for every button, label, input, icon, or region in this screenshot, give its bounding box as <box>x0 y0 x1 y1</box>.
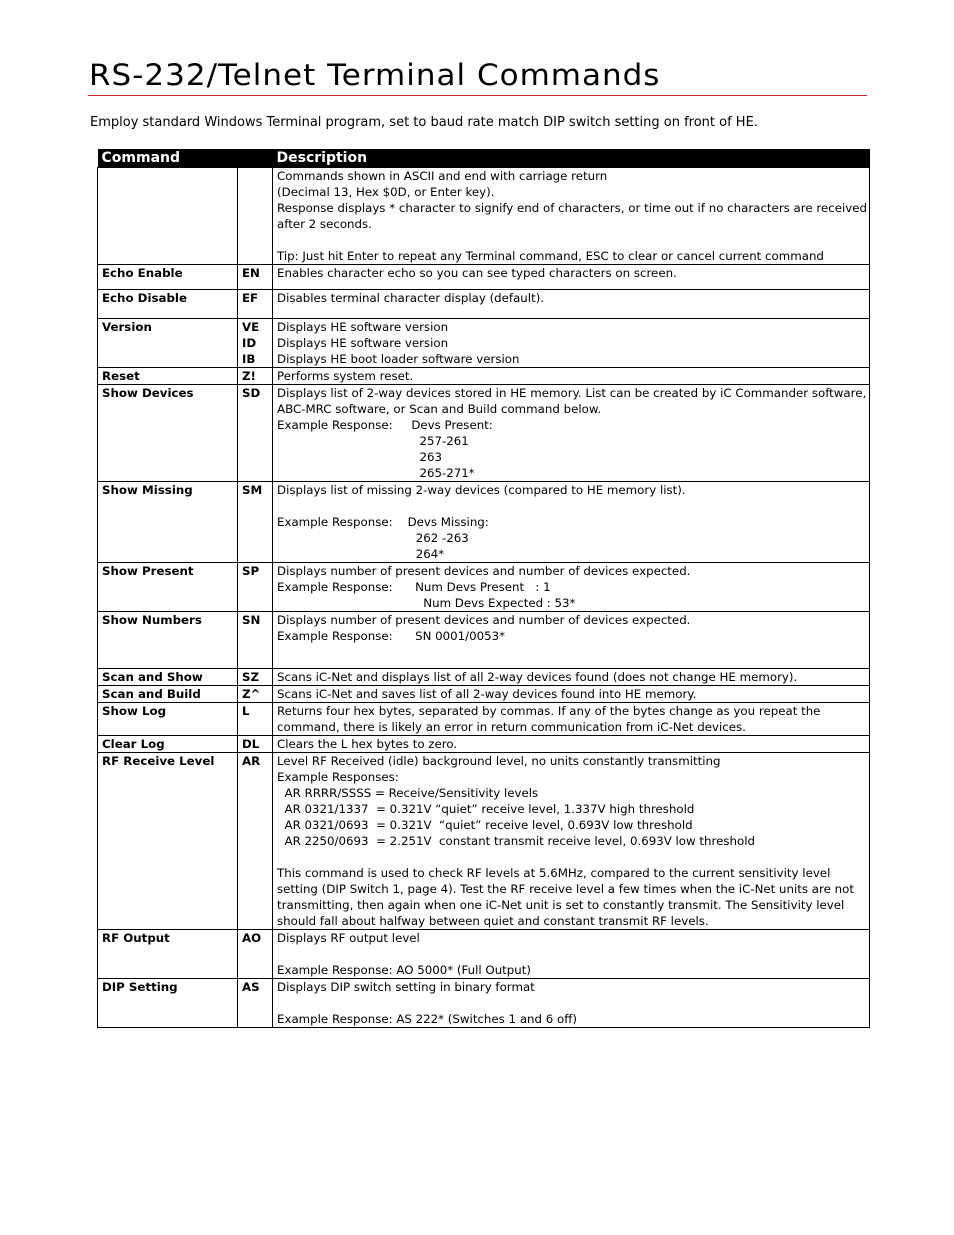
command-description <box>273 482 870 563</box>
description-line: Enables character echo so you can see typed characters on screen. <box>277 266 677 280</box>
description-line: setting (DIP Switch 1, page 4). Test the RF receive level a few times when the iC-Net units are not <box>277 882 854 896</box>
description-line: Example Response: Devs Missing: <box>277 515 489 529</box>
description-line: ABC-MRC software, or Scan and Build command below. <box>277 402 602 416</box>
command-description <box>273 612 870 669</box>
table-row <box>98 482 870 563</box>
command-code <box>238 930 273 979</box>
table-row <box>98 385 870 482</box>
command-code <box>238 368 273 385</box>
command-code-line: EN <box>242 266 260 280</box>
description-line: Displays RF output level <box>277 931 420 945</box>
command-code-line: EF <box>242 291 259 305</box>
description-line: Response displays * character to signify end of characters, or time out if no characters are received <box>277 201 867 215</box>
table-row <box>98 979 870 1028</box>
command-code <box>238 482 273 563</box>
command-description <box>273 736 870 753</box>
command-name: RF Receive Level <box>98 753 238 930</box>
command-name: Show Missing <box>98 482 238 563</box>
command-code-line: AS <box>242 980 260 994</box>
command-code-line: SP <box>242 564 260 578</box>
description-line <box>277 644 866 660</box>
command-code-line: SZ <box>242 670 260 684</box>
command-name: DIP Setting <box>98 979 238 1028</box>
description-line: Example Response: Devs Present: <box>277 418 493 432</box>
command-code-line: SD <box>242 386 261 400</box>
description-line: Scans iC-Net and displays list of all 2-way devices found (does not change HE memory). <box>277 670 798 684</box>
command-name: Show Log <box>98 703 238 736</box>
description-line: Clears the L hex bytes to zero. <box>277 737 458 751</box>
command-description <box>273 686 870 703</box>
description-line: should fall about halfway between quiet and constant transmit RF levels. <box>277 914 709 928</box>
description-line: command, there is likely an error in return communication from iC-Net devices. <box>277 720 746 734</box>
command-code <box>238 979 273 1028</box>
description-line: Level RF Received (idle) background level, no units constantly transmitting <box>277 754 721 768</box>
command-code-line: ID <box>242 336 257 350</box>
table-row <box>98 265 870 290</box>
table-row <box>98 736 870 753</box>
description-line: 262 -263 <box>277 531 469 545</box>
command-description <box>273 265 870 290</box>
table-row <box>98 686 870 703</box>
description-line: transmitting, then again when one iC-Net unit is set to constantly transmit. The Sensitivity level <box>277 898 845 912</box>
command-description <box>273 290 870 319</box>
command-code-line: Z^ <box>242 687 261 701</box>
command-code-line: Z! <box>242 369 256 383</box>
description-line: This command is used to check RF levels at 5.6MHz, compared to the current sensitivity level <box>277 866 831 880</box>
description-line: Displays HE software version <box>277 336 449 350</box>
table-row <box>98 669 870 686</box>
description-line: Disables terminal character display (default). <box>277 291 545 305</box>
command-code <box>238 290 273 319</box>
command-code <box>238 669 273 686</box>
command-name <box>98 168 238 265</box>
table-row <box>98 563 870 612</box>
command-code-line: AR <box>242 754 261 768</box>
table-row <box>98 168 870 265</box>
command-description <box>273 368 870 385</box>
table-row <box>98 319 870 368</box>
description-line <box>277 995 866 1011</box>
table-row <box>98 368 870 385</box>
command-description <box>273 319 870 368</box>
command-name: Echo Disable <box>98 290 238 319</box>
command-code <box>238 612 273 669</box>
command-code-line: IB <box>242 352 256 366</box>
command-code-line: SN <box>242 613 261 627</box>
description-line: Scans iC-Net and saves list of all 2-way devices found into HE memory. <box>277 687 697 701</box>
command-name: Show Numbers <box>98 612 238 669</box>
description-line: Commands shown in ASCII and end with carriage return <box>277 169 608 183</box>
command-code <box>238 736 273 753</box>
command-name: Show Present <box>98 563 238 612</box>
command-name: Echo Enable <box>98 265 238 290</box>
command-name: Show Devices <box>98 385 238 482</box>
description-line <box>277 232 866 248</box>
description-line: Example Response: Num Devs Present : 1 <box>277 580 551 594</box>
description-line: Returns four hex bytes, separated by commas. If any of the bytes change as you repeat the <box>277 704 821 718</box>
header-command: Command <box>98 149 273 168</box>
command-code <box>238 265 273 290</box>
description-line: Tip: Just hit Enter to repeat any Terminal command, ESC to clear or cancel current command <box>277 249 824 263</box>
command-name: Clear Log <box>98 736 238 753</box>
table-row <box>98 930 870 979</box>
description-line <box>277 849 866 865</box>
description-line: Displays DIP switch setting in binary format <box>277 980 535 994</box>
command-code <box>238 703 273 736</box>
command-description <box>273 930 870 979</box>
command-name: Scan and Show <box>98 669 238 686</box>
description-line: Example Responses: <box>277 770 399 784</box>
command-description <box>273 168 870 265</box>
command-description <box>273 563 870 612</box>
description-line: Displays HE boot loader software version <box>277 352 520 366</box>
description-line: Displays number of present devices and number of devices expected. <box>277 613 691 627</box>
command-table <box>97 149 870 1028</box>
description-line: Displays list of 2-way devices stored in HE memory. List can be created by iC Commander software, <box>277 386 867 400</box>
intro-text: Employ standard Windows Terminal program, set to baud rate match DIP switch setting on front of HE. <box>90 115 758 130</box>
description-line: AR RRRR/SSSS = Receive/Sensitivity levels <box>277 786 539 800</box>
header-description: Description <box>273 149 870 168</box>
command-code <box>238 168 273 265</box>
command-code-line: L <box>242 704 250 718</box>
description-line: Num Devs Expected : 53* <box>277 596 576 610</box>
description-line <box>277 498 866 514</box>
command-description <box>273 669 870 686</box>
command-code <box>238 753 273 930</box>
description-line: 264* <box>277 547 445 561</box>
description-line: Displays number of present devices and number of devices expected. <box>277 564 691 578</box>
description-line: after 2 seconds. <box>277 217 372 231</box>
command-name: Version <box>98 319 238 368</box>
description-line: AR 2250/0693 = 2.251V constant transmit receive level, 0.693V low threshold <box>277 834 755 848</box>
description-line <box>277 946 866 962</box>
table-row <box>98 290 870 319</box>
command-name: Scan and Build <box>98 686 238 703</box>
description-line: Performs system reset. <box>277 369 414 383</box>
description-line: AR 0321/0693 = 0.321V “quiet” receive level, 0.693V low threshold <box>277 818 693 832</box>
description-line: 265-271* <box>277 466 475 480</box>
table-header-row <box>98 149 870 168</box>
command-code <box>238 319 273 368</box>
command-description <box>273 703 870 736</box>
description-line: Example Response: AO 5000* (Full Output) <box>277 963 531 977</box>
description-line: AR 0321/1337 = 0.321V “quiet” receive level, 1.337V high threshold <box>277 802 695 816</box>
command-code-line: AO <box>242 931 262 945</box>
description-line: (Decimal 13, Hex $0D, or Enter key). <box>277 185 495 199</box>
description-line: Example Response: AS 222* (Switches 1 and 6 off) <box>277 1012 577 1026</box>
command-description <box>273 979 870 1028</box>
table-row <box>98 703 870 736</box>
command-code-line: SM <box>242 483 263 497</box>
table-body <box>98 168 870 1028</box>
command-code <box>238 686 273 703</box>
description-line: Displays HE software version <box>277 320 449 334</box>
command-code-line: DL <box>242 737 260 751</box>
description-line: Example Response: SN 0001/0053* <box>277 629 506 643</box>
title-divider <box>88 95 867 96</box>
command-name: Reset <box>98 368 238 385</box>
command-code <box>238 385 273 482</box>
command-description <box>273 385 870 482</box>
command-code-line: VE <box>242 320 260 334</box>
table-row <box>98 612 870 669</box>
description-line: 263 <box>277 450 443 464</box>
command-code <box>238 563 273 612</box>
description-line: 257-261 <box>277 434 469 448</box>
command-description <box>273 753 870 930</box>
command-name: RF Output <box>98 930 238 979</box>
table-row <box>98 753 870 930</box>
page-title: RS-232/Telnet Terminal Commands <box>89 57 661 93</box>
description-line: Displays list of missing 2-way devices (compared to HE memory list). <box>277 483 686 497</box>
